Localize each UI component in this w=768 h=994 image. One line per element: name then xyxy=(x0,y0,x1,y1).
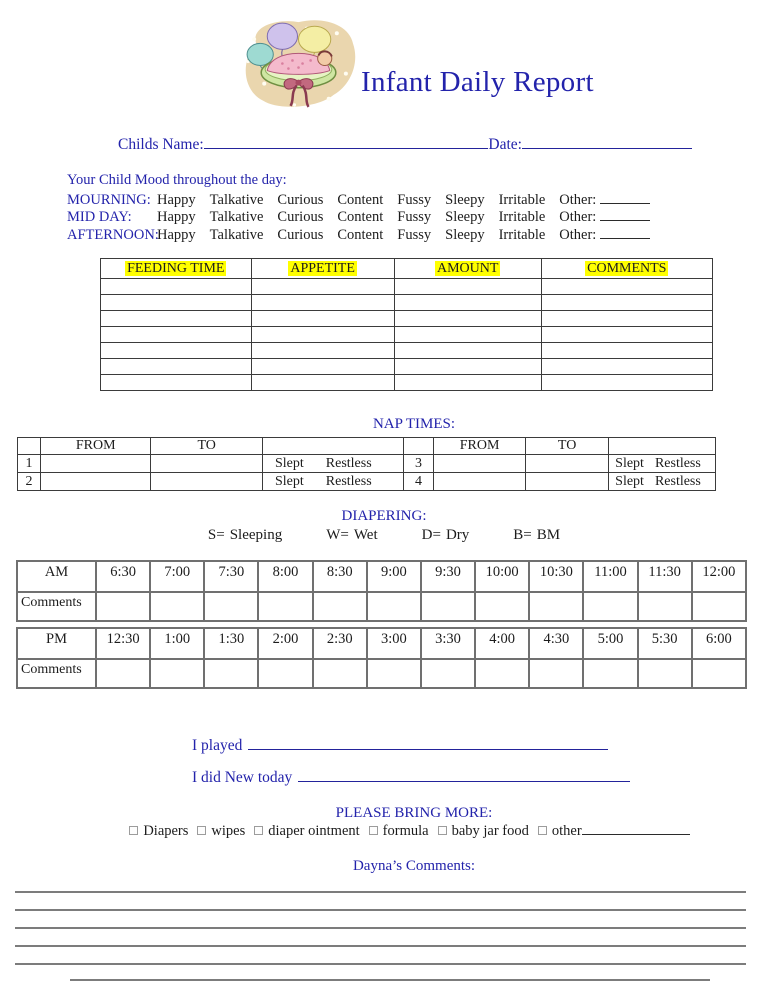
nap-times-table xyxy=(17,437,716,491)
feeding-cell[interactable] xyxy=(251,295,394,311)
nap-state-cell xyxy=(609,455,716,473)
feeding-cell[interactable] xyxy=(394,311,541,327)
diapering-slot-cell[interactable] xyxy=(421,659,475,688)
time-header-cell: 4:00 xyxy=(475,628,529,659)
feeding-header-row xyxy=(101,259,713,279)
pm-times-row xyxy=(17,628,746,659)
bring-more-item: Diapers xyxy=(129,823,188,839)
mood-option[interactable]: Talkative xyxy=(209,209,264,226)
mood-option[interactable]: Fussy xyxy=(397,226,432,243)
nap-to-cell[interactable] xyxy=(526,473,609,491)
diapering-slot-cell[interactable] xyxy=(150,659,204,688)
childs-name-blank[interactable] xyxy=(204,136,489,149)
bring-more-item: baby jar food xyxy=(438,823,529,839)
diapering-slot-cell[interactable] xyxy=(258,659,312,688)
feeding-cell[interactable] xyxy=(101,295,252,311)
slept-option[interactable]: Slept xyxy=(615,473,644,489)
diapering-slot-cell[interactable] xyxy=(313,659,367,688)
nap-blank-header xyxy=(18,438,41,455)
time-header-cell: 11:00 xyxy=(583,561,637,592)
new-today-row xyxy=(192,769,630,787)
time-header-cell: 12:00 xyxy=(692,561,746,592)
restless-option[interactable]: Restless xyxy=(654,455,701,471)
diapering-slot-cell[interactable] xyxy=(96,592,150,621)
diapering-slot-cell[interactable] xyxy=(204,592,258,621)
time-header-cell: 10:00 xyxy=(475,561,529,592)
time-header-cell: 5:30 xyxy=(638,628,692,659)
nap-number: 1 xyxy=(18,455,41,473)
pm-label-cell: PM xyxy=(17,628,96,659)
mood-option[interactable]: Sleepy xyxy=(445,226,485,243)
nap-from-cell[interactable] xyxy=(41,455,151,473)
legend-item: S= Sleeping xyxy=(207,527,283,543)
mood-row-afternoon xyxy=(67,227,747,244)
nap-to-cell[interactable] xyxy=(151,455,263,473)
feeding-row xyxy=(101,375,713,391)
feeding-cell[interactable] xyxy=(101,375,252,391)
mood-option[interactable]: Talkative xyxy=(209,192,264,208)
diapering-legend xyxy=(0,527,768,544)
mood-heading: Your Child Mood throughout the day: xyxy=(67,172,287,188)
mood-other-blank[interactable] xyxy=(600,227,650,239)
nap-state-cell xyxy=(262,455,403,473)
feeding-cell[interactable] xyxy=(394,359,541,375)
feeding-cell[interactable] xyxy=(541,327,712,343)
feeding-row xyxy=(101,279,713,295)
time-header-cell: 5:00 xyxy=(583,628,637,659)
am-comments-row xyxy=(17,592,746,621)
signature-rule[interactable] xyxy=(70,979,710,981)
feeding-header-cell: APPETITE xyxy=(251,259,394,279)
new-today-blank[interactable] xyxy=(298,769,630,782)
pm-schedule-table xyxy=(16,627,747,689)
nap-state-cell xyxy=(609,473,716,491)
nap-to-header: TO xyxy=(526,438,609,455)
mood-other-label: Other: xyxy=(559,209,597,226)
mood-option[interactable]: Irritable xyxy=(498,209,546,226)
nap-blank-header xyxy=(262,438,403,455)
legend-item: B= BM xyxy=(513,527,561,543)
mood-option[interactable]: Content xyxy=(337,192,384,208)
mood-option[interactable]: Happy xyxy=(157,226,196,243)
mood-other-label: Other: xyxy=(559,226,597,243)
feeding-cell[interactable] xyxy=(541,375,712,391)
mood-row-morning xyxy=(67,192,747,209)
feeding-cell[interactable] xyxy=(251,279,394,295)
mood-other-label: Other: xyxy=(559,192,597,208)
feeding-cell[interactable] xyxy=(541,359,712,375)
bring-more-item: formula xyxy=(369,823,429,839)
mood-option[interactable]: Sleepy xyxy=(445,192,485,208)
mood-row-midday xyxy=(67,209,747,226)
bring-more-heading: PLEASE BRING MORE: xyxy=(335,805,493,821)
diapering-slot-cell[interactable] xyxy=(475,592,529,621)
nap-from-cell[interactable] xyxy=(433,455,525,473)
nap-row xyxy=(18,473,716,491)
slept-option[interactable]: Slept xyxy=(274,473,304,489)
diapering-slot-cell[interactable] xyxy=(475,659,529,688)
new-today-label: I did New today xyxy=(192,769,293,786)
dayna-comments-heading: Dayna’s Comments: xyxy=(352,858,476,874)
bring-more-item: diaper ointment xyxy=(254,823,359,839)
feeding-cell[interactable] xyxy=(101,359,252,375)
feeding-cell[interactable] xyxy=(251,359,394,375)
nap-times-heading: NAP TIMES: xyxy=(372,416,456,432)
mood-option[interactable]: Talkative xyxy=(209,226,264,243)
diapering-slot-cell[interactable] xyxy=(96,659,150,688)
feeding-cell[interactable] xyxy=(541,311,712,327)
feeding-row xyxy=(101,343,713,359)
slept-option[interactable]: Slept xyxy=(615,455,644,471)
comment-rule[interactable] xyxy=(15,927,746,929)
feeding-cell[interactable] xyxy=(251,311,394,327)
nap-state-cell xyxy=(262,473,403,491)
time-header-cell: 3:00 xyxy=(367,628,421,659)
mood-option[interactable]: Irritable xyxy=(498,192,546,208)
time-header-cell: 2:00 xyxy=(258,628,312,659)
comment-rule[interactable] xyxy=(15,963,746,965)
feeding-cell[interactable] xyxy=(394,375,541,391)
diapering-slot-cell[interactable] xyxy=(529,592,583,621)
played-label: I played xyxy=(192,737,243,754)
nap-number: 4 xyxy=(403,473,433,491)
feeding-cell[interactable] xyxy=(541,343,712,359)
checkbox-icon[interactable] xyxy=(369,826,378,835)
feeding-cell[interactable] xyxy=(251,327,394,343)
mood-option[interactable]: Content xyxy=(337,209,384,226)
time-header-cell: 6:00 xyxy=(692,628,746,659)
feeding-cell[interactable] xyxy=(541,295,712,311)
legend-item: D= Dry xyxy=(421,527,470,543)
diapering-slot-cell[interactable] xyxy=(367,592,421,621)
time-header-cell: 1:00 xyxy=(150,628,204,659)
diapering-slot-cell[interactable] xyxy=(529,659,583,688)
time-header-cell: 7:00 xyxy=(150,561,204,592)
feeding-header-cell: COMMENTS xyxy=(541,259,712,279)
diapering-slot-cell[interactable] xyxy=(692,659,746,688)
restless-option[interactable]: Restless xyxy=(654,473,701,489)
feeding-cell[interactable] xyxy=(394,279,541,295)
checkbox-icon[interactable] xyxy=(538,826,547,835)
checkbox-icon[interactable] xyxy=(197,826,206,835)
nap-row xyxy=(18,455,716,473)
mood-option[interactable]: Curious xyxy=(277,209,324,226)
legend-item: W= Wet xyxy=(326,527,378,543)
diapering-slot-cell[interactable] xyxy=(367,659,421,688)
mood-section xyxy=(67,172,747,244)
nap-from-cell[interactable] xyxy=(41,473,151,491)
time-header-cell: 1:30 xyxy=(204,628,258,659)
time-header-cell: 9:00 xyxy=(367,561,421,592)
checkbox-icon[interactable] xyxy=(129,826,138,835)
feeding-cell[interactable] xyxy=(101,327,252,343)
name-date-row xyxy=(118,136,692,154)
nap-to-cell[interactable] xyxy=(526,455,609,473)
diapering-slot-cell[interactable] xyxy=(692,592,746,621)
time-header-cell: 2:30 xyxy=(313,628,367,659)
comments-label-cell: Comments xyxy=(17,659,96,688)
childs-name-label: Childs Name: xyxy=(118,136,204,153)
nap-number: 3 xyxy=(403,455,433,473)
diapering-slot-cell[interactable] xyxy=(638,659,692,688)
nap-from-header: FROM xyxy=(433,438,525,455)
time-header-cell: 8:30 xyxy=(313,561,367,592)
bring-more-item: wipes xyxy=(197,823,245,839)
nap-from-cell[interactable] xyxy=(433,473,525,491)
diapering-slot-cell[interactable] xyxy=(150,592,204,621)
comment-rule[interactable] xyxy=(15,891,746,893)
am-schedule-table xyxy=(16,560,747,622)
restless-option[interactable]: Restless xyxy=(325,473,372,489)
feeding-cell[interactable] xyxy=(251,375,394,391)
feeding-table xyxy=(100,258,713,391)
played-blank[interactable] xyxy=(248,737,608,750)
mood-option[interactable]: Content xyxy=(337,226,384,243)
time-header-cell: 10:30 xyxy=(529,561,583,592)
mood-other-blank[interactable] xyxy=(600,209,650,221)
comment-rule[interactable] xyxy=(15,945,746,947)
time-header-cell: 7:30 xyxy=(204,561,258,592)
feeding-header-cell: FEEDING TIME xyxy=(101,259,252,279)
mood-option[interactable]: Curious xyxy=(277,192,324,208)
feeding-cell[interactable] xyxy=(251,343,394,359)
comment-rule[interactable] xyxy=(15,909,746,911)
feeding-cell[interactable] xyxy=(101,343,252,359)
am-times-row xyxy=(17,561,746,592)
baby-bassinet-balloons-clipart xyxy=(236,15,359,112)
feeding-cell[interactable] xyxy=(394,327,541,343)
comment-lines xyxy=(15,891,746,981)
feeding-row xyxy=(101,327,713,343)
nap-header-row xyxy=(18,438,716,455)
slept-option[interactable]: Slept xyxy=(274,455,304,471)
bring-more-item: other xyxy=(538,823,690,839)
nap-blank-header xyxy=(403,438,433,455)
mood-option[interactable]: Fussy xyxy=(397,209,432,226)
mood-other-blank[interactable] xyxy=(600,192,650,204)
diapering-slot-cell[interactable] xyxy=(313,592,367,621)
time-header-cell: 9:30 xyxy=(421,561,475,592)
bring-more-other-blank[interactable] xyxy=(582,823,690,835)
diapering-slot-cell[interactable] xyxy=(583,592,637,621)
diapering-heading: DIAPERING: xyxy=(341,508,427,524)
date-label: Date: xyxy=(488,136,522,153)
comments-label-cell: Comments xyxy=(17,592,96,621)
mood-option[interactable]: Happy xyxy=(157,209,196,226)
played-row xyxy=(192,737,608,755)
time-header-cell: 4:30 xyxy=(529,628,583,659)
date-blank[interactable] xyxy=(522,136,692,149)
mood-option[interactable]: Happy xyxy=(157,192,196,208)
diapering-slot-cell[interactable] xyxy=(421,592,475,621)
mood-option[interactable]: Irritable xyxy=(498,226,546,243)
checkbox-icon[interactable] xyxy=(254,826,263,835)
diapering-slot-cell[interactable] xyxy=(583,659,637,688)
feeding-header-cell: AMOUNT xyxy=(394,259,541,279)
mood-option[interactable]: Curious xyxy=(277,226,324,243)
mood-option[interactable]: Fussy xyxy=(397,192,432,208)
feeding-body xyxy=(101,279,713,391)
nap-to-header: TO xyxy=(151,438,263,455)
feeding-cell[interactable] xyxy=(394,295,541,311)
am-label-cell: AM xyxy=(17,561,96,592)
mood-row-label: AFTERNOON: xyxy=(67,226,159,243)
mood-row-label: MOURNING: xyxy=(67,192,151,208)
time-header-cell: 8:00 xyxy=(258,561,312,592)
mood-options xyxy=(157,209,559,225)
diapering-slot-cell[interactable] xyxy=(258,592,312,621)
nap-to-cell[interactable] xyxy=(151,473,263,491)
mood-options xyxy=(157,192,559,208)
diapering-slot-cell[interactable] xyxy=(204,659,258,688)
bring-more-items xyxy=(60,823,768,840)
mood-row-label: MID DAY: xyxy=(67,209,132,226)
time-header-cell: 11:30 xyxy=(638,561,692,592)
feeding-cell[interactable] xyxy=(541,279,712,295)
feeding-row xyxy=(101,359,713,375)
feeding-cell[interactable] xyxy=(394,343,541,359)
feeding-row xyxy=(101,311,713,327)
mood-option[interactable]: Sleepy xyxy=(445,209,485,226)
feeding-cell[interactable] xyxy=(101,279,252,295)
nap-blank-header xyxy=(609,438,716,455)
pm-comments-row xyxy=(17,659,746,688)
checkbox-icon[interactable] xyxy=(438,826,447,835)
feeding-cell[interactable] xyxy=(101,311,252,327)
nap-number: 2 xyxy=(18,473,41,491)
diapering-slot-cell[interactable] xyxy=(638,592,692,621)
nap-from-header: FROM xyxy=(41,438,151,455)
page-title: Infant Daily Report xyxy=(361,66,594,98)
restless-option[interactable]: Restless xyxy=(325,455,372,471)
time-header-cell: 3:30 xyxy=(421,628,475,659)
time-header-cell: 12:30 xyxy=(96,628,150,659)
feeding-row xyxy=(101,295,713,311)
time-header-cell: 6:30 xyxy=(96,561,150,592)
mood-options xyxy=(157,227,559,243)
